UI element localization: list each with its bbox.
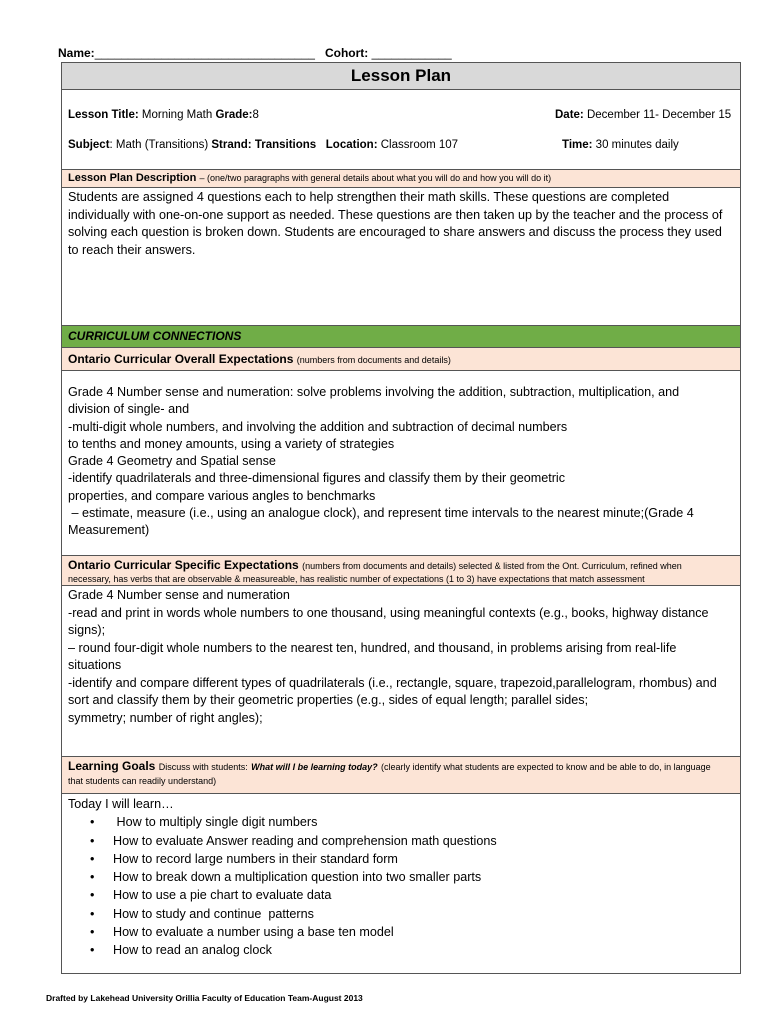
description-line: individually with one-on-one support as needed. These questions are then taken up by the teacher and the process of (68, 207, 723, 222)
header-line (58, 46, 452, 60)
overall-line: division of single- and (68, 402, 190, 417)
location-label: Location: (325, 139, 378, 151)
name-label: Name: (58, 46, 95, 60)
specific-line: sort and classify them by their geometric properties (e.g., sides of equal length; parallel sides; (68, 693, 589, 707)
list-item (68, 886, 734, 904)
lesson-info (62, 90, 740, 169)
goal-text: How to break down a multiplication question into two smaller parts (113, 870, 482, 885)
bullet-icon: • (90, 833, 95, 848)
goals-list (68, 813, 734, 959)
cohort-blank[interactable]: ____________ (371, 46, 452, 60)
goal-text: How to multiply single digit numbers (113, 815, 318, 830)
goal-text: How to read an analog clock (113, 943, 272, 958)
overall-line: Measurement) (68, 523, 150, 538)
lesson-title-value: Morning Math (141, 109, 213, 121)
time-value: 30 minutes daily (595, 139, 679, 151)
bullet-icon: • (90, 888, 95, 903)
list-item (68, 941, 734, 959)
goals-note-post: (clearly identify what students are expected to know and be able to do, in language (380, 762, 711, 772)
grade-value: 8 (252, 109, 259, 121)
overall-heading: Ontario Curricular Overall Expectations (68, 352, 294, 366)
specific-heading: Ontario Curricular Specific Expectations (68, 558, 299, 572)
learning-goals-header (62, 756, 740, 793)
overall-line: – estimate, measure (i.e., using an analogue clock), and represent time intervals to the nearest minute;(Grade 4 (68, 506, 694, 521)
subject-field (68, 139, 458, 151)
footer-credit: Drafted by Lakehead University Orillia Faculty of Education Team-August 2013 (46, 993, 363, 1003)
specific-line: symmetry; number of right angles); (68, 710, 263, 725)
goal-text: How to evaluate a number using a base ten model (113, 925, 394, 940)
overall-line: properties, and compare various angles to benchmarks (68, 488, 376, 503)
cohort-label: Cohort: (324, 46, 369, 60)
specific-note-line1: (numbers from documents and details) selected & listed from the Ont. Curriculum, refined when (302, 561, 682, 571)
bullet-icon: • (90, 925, 95, 940)
overall-line: Grade 4 Geometry and Spatial sense (68, 454, 276, 469)
overall-line: -multi-digit whole numbers, and involving the addition and subtraction of decimal numbers (68, 419, 568, 434)
date-value: December 11- December 15 (586, 109, 732, 121)
specific-note-line2: necessary, has verbs that are observable & measureable, has realistic number of expectations (1 to 3) have expectations that match assessment (68, 574, 645, 584)
description-body (62, 187, 740, 325)
subject-label: Subject (68, 139, 110, 151)
strand-label: Strand: Transitions (211, 139, 317, 151)
overall-line: Grade 4 Number sense and numeration: solve problems involving the addition, subtraction, multiplication, and (68, 385, 680, 399)
list-item (68, 832, 734, 850)
specific-line: -identify and compare different types of quadrilaterals (i.e., rectangle, square, trapezoid,parallelogram, rhombus) and (68, 675, 717, 690)
lesson-plan-table (61, 62, 741, 974)
goals-heading: Learning Goals (68, 759, 156, 773)
bullet-icon: • (90, 943, 95, 958)
overall-expectations-header (62, 347, 740, 370)
specific-line: Grade 4 Number sense and numeration (68, 588, 290, 602)
list-item (68, 850, 734, 868)
bullet-icon: • (90, 906, 95, 921)
name-blank[interactable]: _________________________________ (94, 46, 315, 60)
date-label: Date: (555, 109, 584, 121)
overall-expectations-body (62, 370, 740, 555)
list-item (68, 923, 734, 941)
goal-text: How to study and continue patterns (113, 906, 314, 921)
learning-goals-body (62, 793, 740, 974)
list-item (68, 813, 734, 831)
curriculum-connections-header: CURRICULUM CONNECTIONS (62, 325, 740, 347)
lesson-title-field (68, 109, 259, 121)
goal-text: How to record large numbers in their standard form (113, 851, 398, 866)
description-heading: Lesson Plan Description (68, 172, 197, 184)
list-item (68, 868, 734, 886)
bullet-icon: • (90, 851, 95, 866)
specific-line: situations (68, 658, 122, 672)
description-note: – (one/two paragraphs with general details about what you will do and how you will do it) (199, 173, 552, 183)
specific-line: – round four-digit whole numbers to the nearest ten, hundred, and thousand, in problems arising from real-life (68, 640, 677, 655)
location-value: Classroom 107 (380, 139, 459, 151)
goals-note-line2: that students can readily understand) (68, 776, 217, 786)
goals-note-pre: Discuss with students: (158, 762, 248, 772)
overall-line: to tenths and money amounts, using a variety of strategies (68, 436, 395, 451)
subject-value: : Math (Transitions) (109, 139, 209, 151)
goal-text: How to use a pie chart to evaluate data (113, 888, 332, 903)
page-title: Lesson Plan (62, 63, 740, 90)
date-field (555, 109, 731, 121)
specific-expectations-body (62, 585, 740, 756)
time-label: Time: (562, 139, 593, 151)
time-field (562, 139, 679, 151)
overall-line: -identify quadrilaterals and three-dimensional figures and classify them by their geometric (68, 471, 565, 486)
grade-label: Grade: (215, 109, 253, 121)
lesson-title-label: Lesson Title: (68, 109, 139, 121)
goals-note-question: What will I be learning today? (251, 762, 378, 772)
bullet-icon: • (90, 870, 95, 885)
bullet-icon: • (90, 815, 95, 830)
description-line: solving each question is broken down. Students are encouraged to share answers and discuss the process they used (68, 225, 722, 239)
description-line: to reach their answers. (68, 242, 196, 257)
specific-line: signs); (68, 623, 106, 637)
specific-expectations-header (62, 555, 740, 585)
goals-intro: Today I will learn… (68, 797, 174, 811)
goal-text: How to evaluate Answer reading and comprehension math questions (113, 833, 497, 848)
list-item (68, 905, 734, 923)
description-line: Students are assigned 4 questions each to help strengthen their math skills. These questions are completed (68, 190, 670, 204)
specific-line: -read and print in words whole numbers to one thousand, using meaningful contexts (e.g., books, highway distance (68, 605, 709, 620)
overall-note: (numbers from documents and details) (296, 355, 451, 365)
description-header (62, 169, 740, 187)
